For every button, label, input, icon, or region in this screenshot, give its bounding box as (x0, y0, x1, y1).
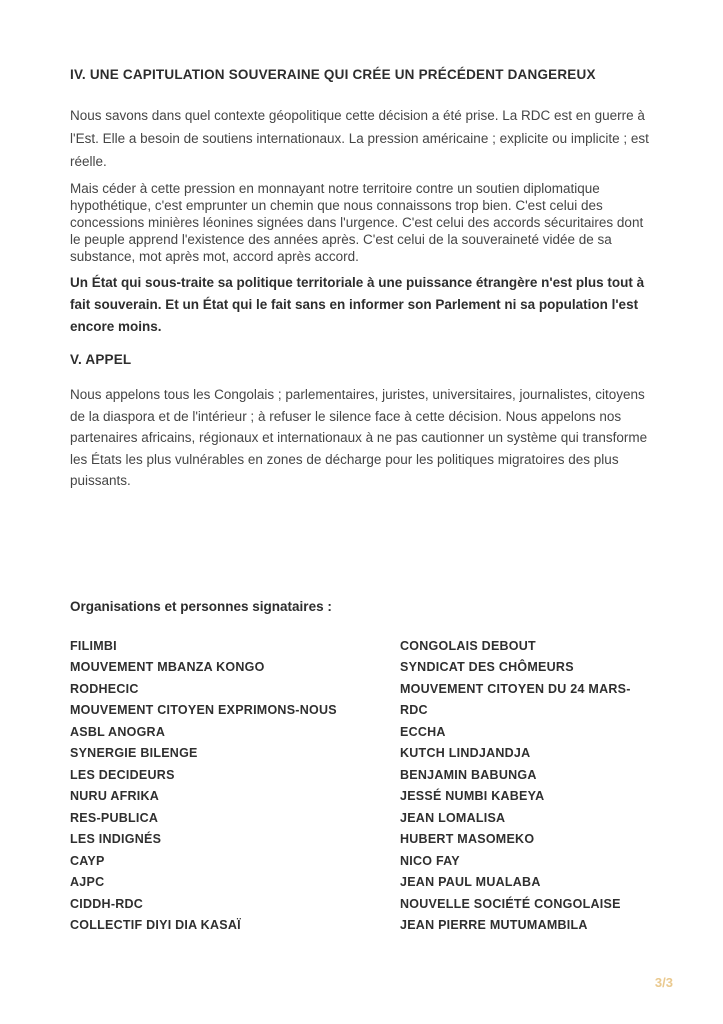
section-5-heading: V. APPEL (70, 352, 132, 367)
section-4-paragraph-1: Nous savons dans quel contexte géopolitique cette décision a été prise. La RDC est en guerre à l'Est. Elle a besoin de soutiens internationaux. La pression américaine ; explicite ou implicite ; est réelle. (70, 108, 649, 169)
signatory-item: CAYP (70, 853, 105, 868)
section-5-paragraph-1: Nous appelons tous les Congolais ; parlementaires, juristes, universitaires, journalistes, citoyens de la diaspora et de l'intérieur ; à refuser le silence face à cette décision. Nous appelons nos partenaires africains, régionaux et internationaux à ne pas cautionner un système qui transforme les États les plus vulnérables en zones de décharge pour les politiques migratoires des plus puissants. (70, 387, 648, 488)
signatory-item: CONGOLAIS DEBOUT (400, 638, 536, 653)
signatories-heading: Organisations et personnes signataires : (70, 598, 332, 614)
signatory-item: COLLECTIF DIYI DIA KASAÏ (70, 918, 241, 932)
section-4-heading: IV. UNE CAPITULATION SOUVERAINE QUI CRÉE UN PRÉCÉDENT DANGEREUX (70, 67, 596, 82)
signatory-item: JEAN PIERRE MUTUMAMBILA (400, 918, 588, 932)
signatory-item: MOUVEMENT CITOYEN EXPRIMONS-NOUS (70, 703, 337, 717)
signatories-columns (70, 636, 650, 937)
section-4-paragraph-bold: Un État qui sous-traite sa politique territoriale à une puissance étrangère n'est plus tout à fait souverain. Et un État qui le fait sans en informer son Parlement ni sa population l'est encore moins. (70, 275, 645, 334)
signatory-item: CIDDH-RDC (70, 896, 144, 911)
signatory-item: KUTCH LINDJANDJA (400, 746, 531, 760)
signatory-item: FILIMBI (70, 638, 117, 653)
signatory-item: SYNDICAT DES CHÔMEURS (400, 660, 574, 674)
signatory-item: LES INDIGNÉS (70, 832, 162, 846)
signatory-item: BENJAMIN BABUNGA (400, 767, 537, 782)
signatory-item: JEAN LOMALISA (400, 810, 506, 825)
signatory-item: MOUVEMENT CITOYEN DU 24 MARS-RDC (400, 681, 631, 717)
signatory-item: ECCHA (400, 724, 446, 739)
signatory-item: HUBERT MASOMEKO (400, 832, 535, 846)
page-number: 3/3 (654, 975, 673, 990)
signatory-item: NICO FAY (400, 853, 460, 868)
signatories-right-column (400, 636, 650, 937)
signatory-item: NOUVELLE SOCIÉTÉ CONGOLAISE (400, 896, 621, 911)
signatory-item: MOUVEMENT MBANZA KONGO (70, 660, 265, 674)
section-4-paragraph-2: Mais céder à cette pression en monnayant notre territoire contre un soutien diplomatique hypothétique, c'est emprunter un chemin que nous connaissons trop bien. C'est celui des concessions minières léonines signées dans l'urgence. C'est celui des accords sécuritaires dont le peuple apprend l'existence des années après. C'est celui de la souveraineté vidée de sa substance, mot après mot, accord après accord. (70, 181, 644, 264)
signatory-item: RES-PUBLICA (70, 810, 159, 825)
signatory-item: LES DECIDEURS (70, 767, 175, 782)
signatory-item: JESSÉ NUMBI KABEYA (400, 789, 545, 803)
signatory-item: AJPC (70, 875, 105, 889)
signatory-item: RODHECIC (70, 681, 139, 696)
signatory-item: NURU AFRIKA (70, 789, 160, 803)
signatories-left-column (70, 636, 400, 937)
signatory-item: ASBL ANOGRA (70, 724, 166, 739)
signatory-item: SYNERGIE BILENGE (70, 746, 198, 760)
signatory-item: JEAN PAUL MUALABA (400, 875, 541, 889)
